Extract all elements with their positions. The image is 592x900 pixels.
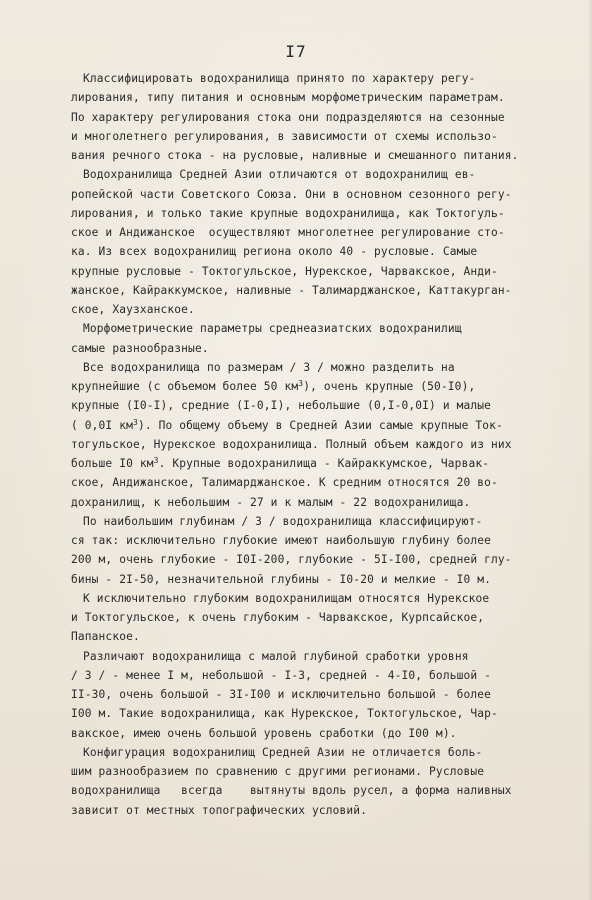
text-line [71,127,571,146]
text-line-content: крупнейшие (с объемом более 50 км [71,380,299,393]
text-line [71,493,571,512]
superscript-exponent: 3 [132,417,138,427]
body-text [71,69,571,820]
text-line [71,647,571,666]
text-line-content: Конфигурация водохранилищ Средней Азии не отличается боль- [83,745,483,759]
text-line [71,743,571,762]
text-line [71,512,571,531]
text-line-content: водохранилища всегда вытянуты вдоль русел, а форма наливных [71,784,512,798]
text-line-content: шим разнообразием по сравнению с другими регионами. Русловые [71,765,485,778]
text-line-content: лирования, и только такие крупные водохранилища, как Токтогуль- [71,206,505,220]
text-line [71,781,571,800]
text-line-content: II-30, очень большой - 3I-I00 и исключительно большой - более [71,688,492,701]
text-line [71,473,571,492]
superscript-exponent: 3 [153,456,159,465]
text-line [71,685,571,704]
text-line-content: I00 м. Такие водохранилища, как Нурекское, Токтогульское, Чар- [71,707,498,721]
text-line [71,88,571,107]
text-line [71,666,571,685]
text-line-content: / 3 / - менее I м, небольшой - I-3, средней - 4-I0, большой - [71,668,492,682]
page-number: I7 [285,42,307,61]
text-line [71,223,571,242]
text-line [71,204,571,223]
text-line [71,435,571,454]
text-line [71,358,571,377]
text-line-content: По характеру регулирования стока они подразделяются на сезонные [71,110,505,124]
text-line [71,550,571,569]
text-line [71,416,571,435]
text-line-content: дохранилищ, к небольшим - 27 и к малым - 22 водохранилища. [71,495,471,509]
text-line [71,627,571,646]
scan-edge-shadow [588,0,592,900]
text-line-content: ское, Андижанское, Талимарджанское. К средним относятся 20 во- [71,476,498,490]
text-line-content: Папанское. [71,630,140,644]
text-line [71,300,571,319]
text-line-content: тогульское, Нурекское водохранилища. Полный объем каждого из них [71,437,512,451]
text-line-continuation: ). По общему объему в Средней Азии самые крупные Ток- [137,418,503,432]
text-line-content: и Токтогульское, к очень глубоким - Чарвакское, Курпсайское, [71,611,485,624]
text-line [71,801,571,820]
text-line-content: К исключительно глубоким водохранилищам относятся Нурекское [83,591,490,605]
text-line [71,242,571,261]
text-line [71,724,571,743]
text-line [71,454,571,473]
text-line-content: и многолетнего регулирования, в зависимости от схемы использо- [71,129,498,143]
text-line-content: Различают водохранилища с малой глубиной сработки уровня [83,649,469,663]
text-line [71,531,571,550]
text-line-content: Классифицировать водохранилища принято по характеру регу- [83,72,476,85]
text-line [71,108,571,127]
text-line [71,185,571,204]
text-line-content: больше I0 км [71,457,154,470]
text-line-content: крупные русловые - Токтогульское, Нурекское, Чарвакское, Анди- [71,264,498,278]
text-line [71,146,571,165]
text-line-content: вания речного стока - на русловые, наливные и смешанного питания. [71,149,519,162]
text-line-content: 200 м, очень глубокие - I0I-200, глубокие - 5I-I00, средней глу- [71,553,512,567]
text-line [71,262,571,281]
text-line-content: Водохранилища Средней Азии отличаются от водохранилищ ев- [83,168,476,182]
text-line-content: ское и Андижанское осуществляют многолетнее регулирование сто- [71,226,505,239]
superscript-exponent: 3 [298,379,304,388]
text-line-continuation: ), очень крупные (50-I0), [303,380,476,393]
text-line-content: Все водохранилища по размерам / 3 / можно разделить на [83,360,455,374]
text-line-content: жанское, Кайраккумское, наливные - Талимарджанское, Каттакурган- [71,283,512,297]
text-line [71,165,571,184]
text-line-content: Морфометрические параметры среднеазиатских водохранилищ [83,322,462,336]
text-line-content: ся так: исключительно глубокие имеют наибольшую глубину более [71,534,492,547]
text-line-content: крупные (I0-I), средние (I-0,I), небольшие (0,I-0,0I) и малые [71,399,492,413]
text-line [71,396,571,415]
text-line [71,281,571,300]
text-line-content: ское, Хаузханское. [71,303,195,316]
text-line-continuation: . Крупные водохранилища - Кайраккумское, Чарвак- [158,457,490,470]
text-line [71,69,571,88]
text-line [71,319,571,338]
text-line-content: ( 0,0I км [71,418,133,432]
text-line-content: лирования, типу питания и основным морфометрическим параметрам. [71,91,505,105]
text-line [71,704,571,723]
text-line-content: зависит от местных топографических условий. [71,803,368,817]
text-line [71,608,571,627]
text-line [71,377,571,396]
text-line-content: самые разнообразные. [71,341,209,355]
text-line [71,339,571,358]
text-line-content: вакское, имею очень большой уровень сработки (до I00 м). [71,726,457,740]
text-line [71,589,571,608]
text-line [71,570,571,589]
text-line-content: По наибольшим глубинам / 3 / водохранилища классифицируют- [83,514,483,528]
text-line-content: ка. Из всех водохранилищ региона около 40 - русловые. Самые [71,245,478,259]
text-line [71,762,571,781]
text-line-content: бины - 2I-50, незначительной глубины - I0-20 и мелкие - I0 м. [71,572,492,586]
text-line-content: ропейской части Советского Союза. Они в основном сезонного регу- [71,187,512,201]
